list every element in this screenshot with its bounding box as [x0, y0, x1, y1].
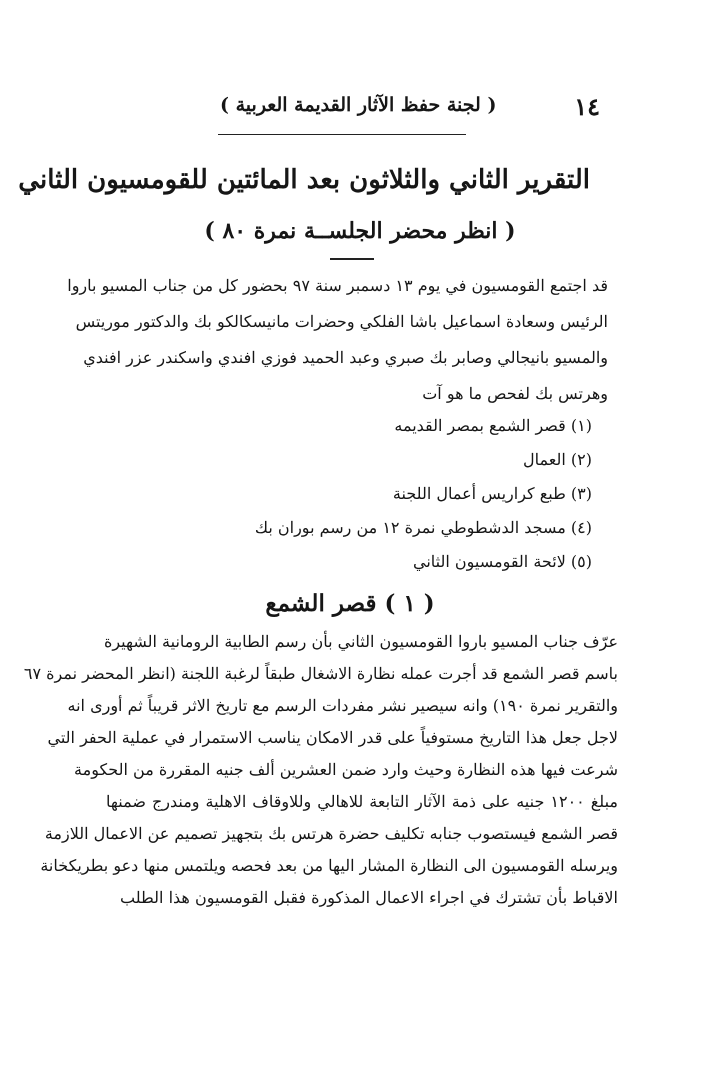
- agenda-item: (١) قصر الشمع بمصر القديمه: [394, 416, 592, 435]
- agenda-item: (٤) مسجد الدشطوطي نمرة ١٢ من رسم بوران بك: [254, 518, 592, 537]
- agenda-item: (٥) لائحة القومسيون الثاني: [412, 552, 592, 571]
- body-line: لاجل جعل هذا التاريخ مستوفياً على قدر الامكان يناسب الاستمرار في عملية الحفر التي: [47, 728, 618, 747]
- intro-line: وهرتس بك لفحص ما هو آت: [422, 384, 608, 403]
- intro-line: الرئيس وسعادة اسماعيل باشا الفلكي وحضرات مانيسكالكو بك والدكتور موريتس: [75, 312, 608, 331]
- header-rule: [218, 134, 466, 135]
- agenda-item: (٢) العمال: [523, 450, 592, 469]
- body-line: ويرسله القومسيون الى النظارة المشار اليها من بعد فحصه ويلتمس منها دعو بطريكخانة: [40, 856, 618, 875]
- report-subtitle: ( انظر محضر الجلســة نمرة ٨٠ ): [204, 218, 516, 244]
- body-line: مبلغ ١٢٠٠ جنيه على ذمة الآثار التابعة للاهالي وللاوقاف الاهلية ومندرج ضمنها: [106, 792, 619, 811]
- agenda-item: (٣) طبع كراريس أعمال اللجنة: [392, 484, 592, 503]
- running-title: ( لجنة حفظ الآثار القديمة العربية ): [220, 94, 497, 116]
- body-line: الاقباط بأن تشترك في اجراء الاعمال المذكورة فقبل القومسيون هذا الطلب: [120, 888, 618, 907]
- section-heading: ( ١ ) قصر الشمع: [265, 590, 435, 617]
- body-line: باسم قصر الشمع قد أجرت عمله نظارة الاشغال طبقاً لرغبة اللجنة (انظر المحضر نمرة ٦٧: [23, 664, 618, 683]
- running-header: [140, 92, 600, 128]
- body-line: عرّف جناب المسيو باروا القومسيون الثاني بأن رسم الطابية الرومانية الشهيرة: [103, 632, 618, 651]
- page-number: ١٤: [574, 92, 600, 121]
- report-title: التقرير الثاني والثلاثون بعد المائتين للقومسيون الثاني: [18, 165, 590, 195]
- intro-line: قد اجتمع القومسيون في يوم ١٣ دسمبر سنة ٩٧ بحضور كل من جناب المسيو باروا: [67, 276, 608, 295]
- body-line: شرعت فيها هذه النظارة وحيث وارد ضمن العشرين ألف جنيه المقررة من الحكومة: [74, 760, 618, 779]
- body-line: والتقرير نمرة ١٩٠) وانه سيصير نشر مفردات الرسم مع تاريخ الاثر قريباً ثم أورى انه: [67, 696, 618, 715]
- intro-line: والمسيو بانيجالي وصابر بك صبري وعبد الحميد فوزي افندي واسكندر عزر افندي: [83, 348, 608, 367]
- body-line: قصر الشمع فيستصوب جنابه تكليف حضرة هرتس بك بتجهيز تصميم عن الاعمال اللازمة: [44, 824, 618, 843]
- title-divider: [330, 258, 374, 260]
